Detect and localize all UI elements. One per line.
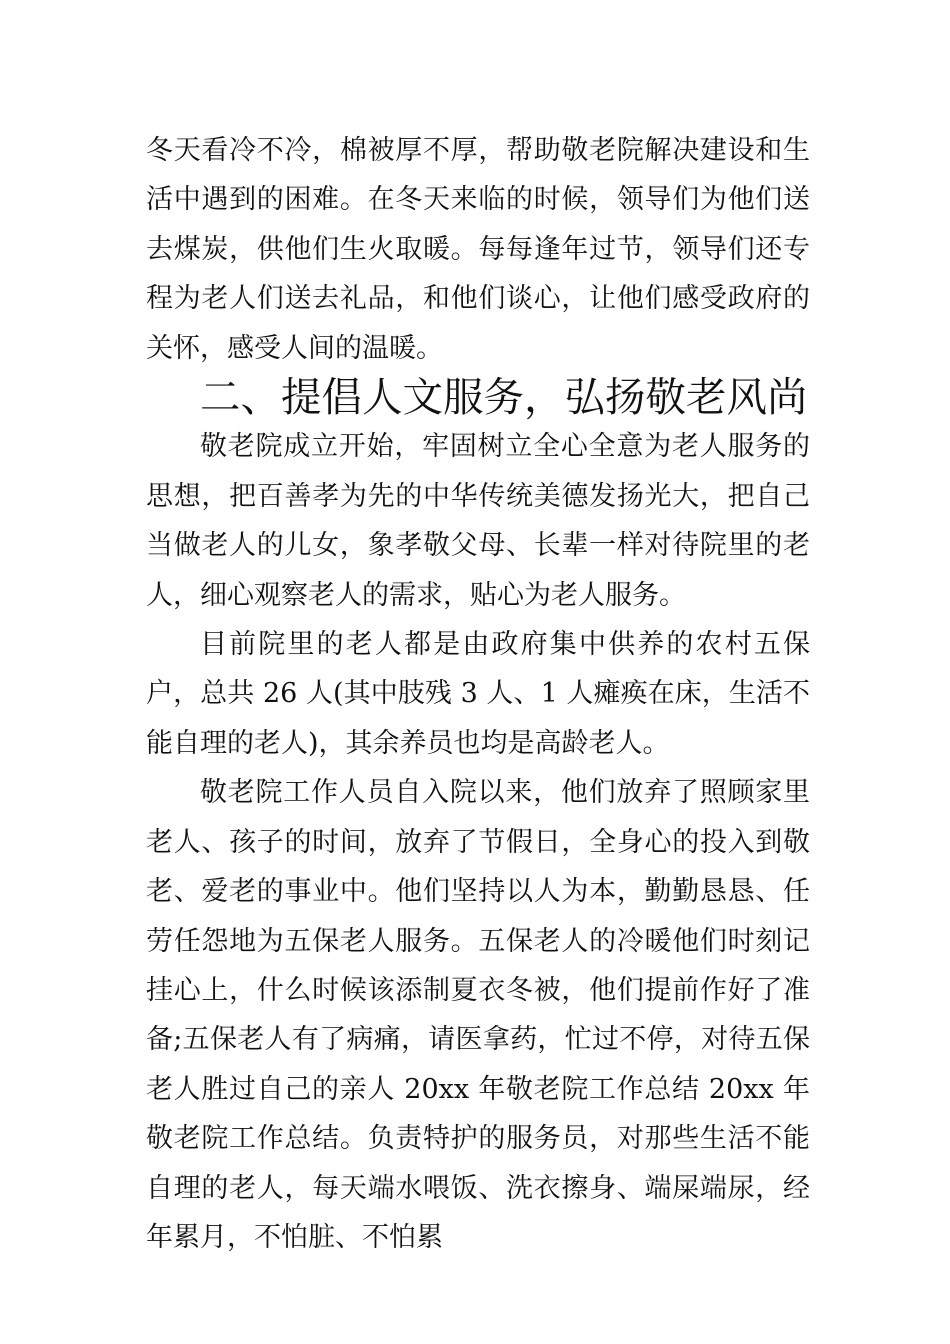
document-body <box>146 126 810 1262</box>
paragraph-continuation: 冬天看冷不冷，棉被厚不厚，帮助敬老院解决建设和生活中遇到的困难。在冬天来临的时候，领导们为他们送去煤炭，供他们生火取暖。每每逢年过节，领导们还专程为老人们送去礼品，和他们谈心，让他们感受政府的关怀，感受人间的温暖。 <box>146 135 810 364</box>
paragraph-residents: 目前院里的老人都是由政府集中供养的农村五保户，总共 26 人(其中肢残 3 人、1 人瘫痪在床，生活不能自理的老人)，其余养员也均是高龄老人。 <box>146 629 810 759</box>
paragraph-service-ideals: 敬老院成立开始，牢固树立全心全意为老人服务的思想，把百善孝为先的中华传统美德发扬光大，把自己当做老人的儿女，象孝敬父母、长辈一样对待院里的老人，细心观察老人的需求，贴心为老人服务。 <box>146 431 810 611</box>
paragraph-staff-dedication: 敬老院工作人员自入院以来，他们放弃了照顾家里老人、孩子的时间，放弃了节假日，全身心的投入到敬老、爱老的事业中。他们坚持以人为本，勤勤恳恳、任劳任怨地为五保老人服务。五保老人的冷暖他们时刻记挂心上，什么时候该添制夏衣冬被，他们提前作好了准备;五保老人有了病痛，请医拿药，忙过不停，对待五保老人胜过自己的亲人 20xx 年敬老院工作总结 20xx 年敬老院工作总结。负责特护的服务员，对那些生活不能自理的老人，每天端水喂饭、洗衣擦身、端屎端尿，经年累月，不怕脏、不怕累 <box>146 777 810 1253</box>
section-heading: 二、提倡人文服务，弘扬敬老风尚 <box>200 373 808 422</box>
